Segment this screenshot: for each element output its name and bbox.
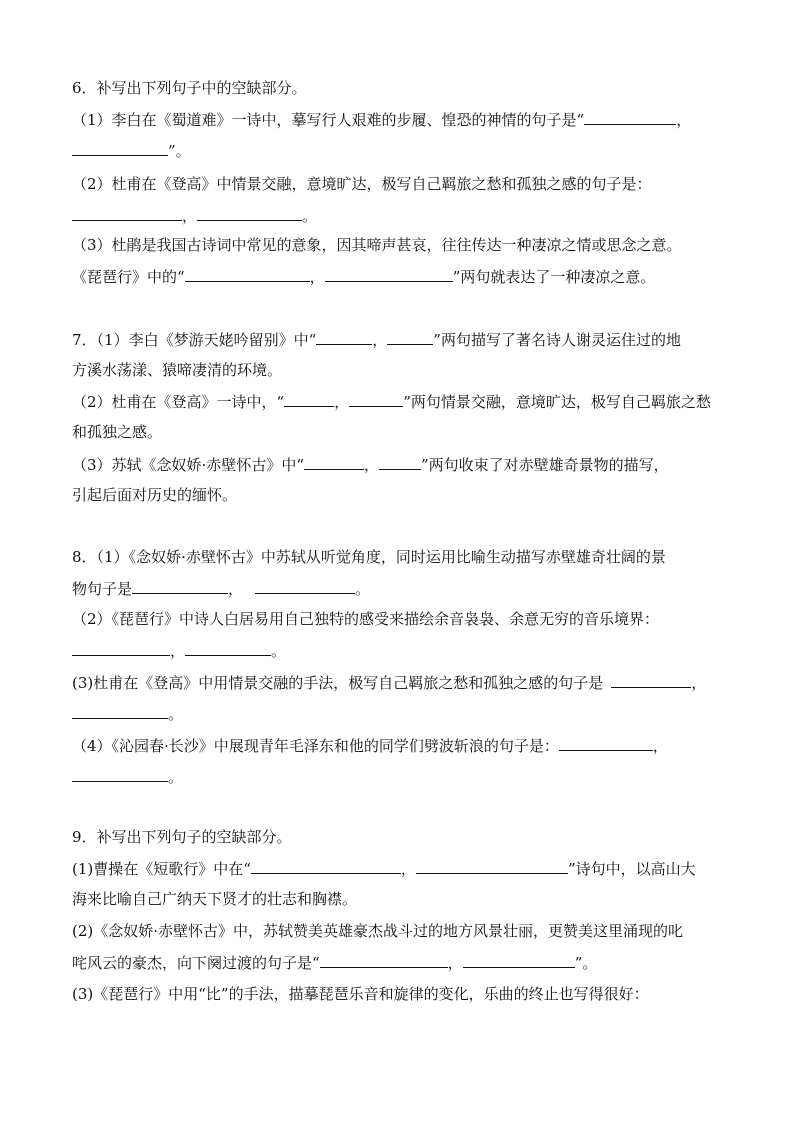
answer-blank[interactable] [316,328,372,345]
q7-item2-line1: （2）杜甫在《登高》一诗中，“ ， ”两句情景交融，意境旷达，极写自己羁旅之愁 [72,390,732,412]
answer-blank[interactable] [379,453,421,470]
answer-blank[interactable] [349,390,403,407]
q7-item1-line1: 7．（1）李白《梦游天姥吟留别》中“ ， ”两句描写了著名诗人谢灵运住过的地 [72,328,732,350]
answer-blank[interactable] [320,951,448,968]
answer-blank[interactable] [251,857,401,874]
q6-item2-line2: ， 。 [72,204,732,226]
answer-blank[interactable] [559,734,653,751]
q8-item2-line1: （2）《琵琶行》中诗人白居易用自己独特的感受来描绘余音袅袅、余意无穷的音乐境界： [72,610,660,628]
q6-item2-line1: （2）杜甫在《登高》中情景交融，意境旷达，极写自己羁旅之愁和孤独之感的句子是： [72,175,652,193]
q9-item3-line1: (3)《琵琶行》中用“比”的手法，描摹琵琶乐音和旋律的变化，乐曲的终止也写得很好： [72,985,649,1003]
q8-item4-line1: （4）《沁园春·长沙》中展现青年毛泽东和他的同学们劈波斩浪的句子是： ， [72,734,732,756]
answer-blank[interactable] [611,671,691,688]
answer-blank[interactable] [72,139,168,156]
answer-blank[interactable] [463,951,575,968]
q8-item4-line2: 。 [72,765,732,787]
q9-item1-line2: 海来比喻自己广纳天下贤才的壮志和胸襟。 [72,890,358,908]
answer-blank[interactable] [72,639,170,656]
q7-item1-line2: 方溪水荡漾、猿啼凄清的环境。 [72,361,283,379]
q9-item1-line1: (1)曹操在《短歌行》中在“ ， ”诗句中，以高山大 [72,857,732,879]
q8-item3-line2: 。 [72,702,732,724]
q8-item3-line1: (3)杜甫在《登高》中用情景交融的手法，极写自己羁旅之愁和孤独之感的句子是 ， [72,671,732,693]
answer-blank[interactable] [304,453,364,470]
q9-item2-line2: 咤风云的豪杰，向下阕过渡的句子是“ ， ”。 [72,951,732,973]
answer-blank[interactable] [185,639,271,656]
answer-blank[interactable] [72,204,182,221]
answer-blank[interactable] [325,265,453,282]
answer-blank[interactable] [584,108,676,125]
answer-blank[interactable] [185,265,310,282]
q9-item2-line1: (2)《念奴娇·赤壁怀古》中，苏轼赞美英雄豪杰战斗过的地方风景壮丽，更赞美这里涌现的叱 [72,922,684,940]
answer-blank[interactable] [387,328,433,345]
answer-blank[interactable] [72,765,168,782]
answer-blank[interactable] [416,857,568,874]
q6-item3-line2: 《琵琶行》中的“ ， ”两句就表达了一种凄凉之意。 [72,265,732,287]
q7-item3-line2: 引起后面对历史的缅怀。 [72,486,238,504]
q8-item2-line2: ， 。 [72,639,732,661]
q6-title: 6．补写出下列句子中的空缺部分。 [72,79,307,97]
q8-item1-line2: 物句子是 ， 。 [72,577,732,599]
answer-blank[interactable] [284,390,334,407]
q7-item2-line2: 和孤独之感。 [72,423,163,441]
q6-item1-line1: （1）李白在《蜀道难》一诗中，摹写行人艰难的步履、惶恐的神情的句子是“ ， [72,108,732,130]
q8-item1-line1: 8．（1）《念奴娇·赤壁怀古》中苏轼从听觉角度，同时运用比喻生动描写赤壁雄奇壮阔的景 [72,548,666,566]
q7-item3-line1: （3）苏轼《念奴娇·赤壁怀古》中“ ， ”两句收束了对赤壁雄奇景物的描写， [72,453,732,475]
q6-item1-line2: ”。 [72,139,732,161]
answer-blank[interactable] [132,577,228,594]
answer-blank[interactable] [72,702,168,719]
q9-title: 9．补写出下列句子的空缺部分。 [72,828,292,846]
q6-item3-line1: （3）杜鹃是我国古诗词中常见的意象，因其啼声甚哀，往往传达一种凄凉之情或思念之意。 [72,236,682,254]
answer-blank[interactable] [197,204,302,221]
answer-blank[interactable] [255,577,355,594]
